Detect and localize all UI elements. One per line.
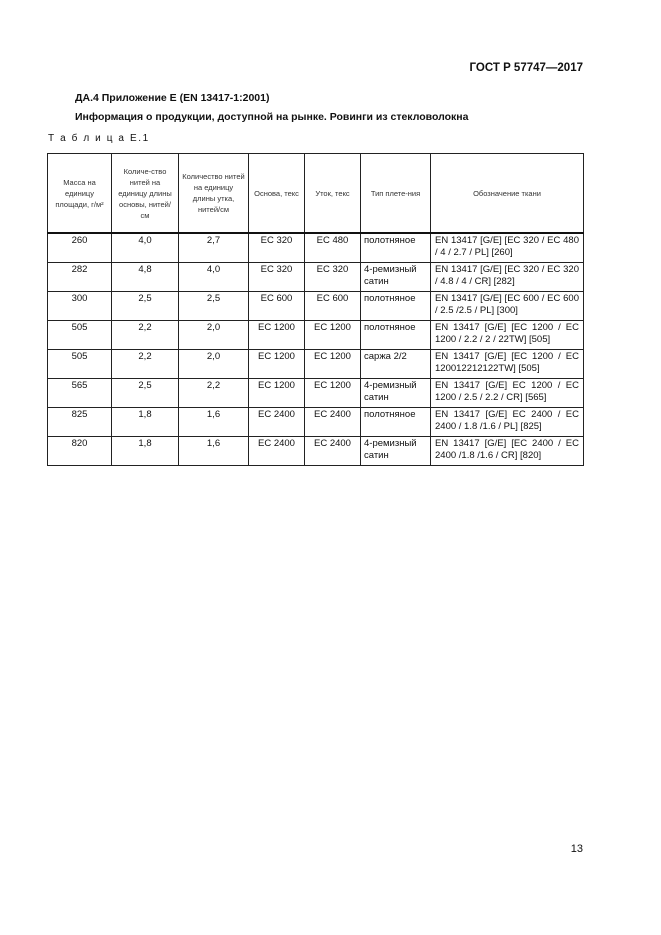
table-row bbox=[48, 292, 584, 321]
cell-warp-tex: EC 320 bbox=[249, 263, 305, 292]
cell-mass: 300 bbox=[48, 292, 112, 321]
table-row bbox=[48, 350, 584, 379]
cell-weft-count: 2,0 bbox=[179, 350, 249, 379]
cell-warp-count: 2,5 bbox=[112, 379, 179, 408]
cell-fabric-designation: EN 13417 [G/E] [EC 2400 / EC 2400 /1.8 /1.6 / CR] [820] bbox=[431, 437, 584, 466]
section-title: Информация о продукции, доступной на рынке. Ровинги из стекловолокна bbox=[75, 111, 469, 123]
table-row bbox=[48, 233, 584, 263]
cell-mass: 260 bbox=[48, 233, 112, 263]
cell-weave-type: полотняное bbox=[361, 321, 431, 350]
cell-weft-count: 2,7 bbox=[179, 233, 249, 263]
cell-weave-type: 4-ремизный сатин bbox=[361, 379, 431, 408]
table-row bbox=[48, 263, 584, 292]
cell-fabric-designation: EN 13417 [G/E] EC 1200 / EC 1200 / 2.5 / 2.2 / CR] [565] bbox=[431, 379, 584, 408]
table-row bbox=[48, 408, 584, 437]
cell-warp-tex: EC 320 bbox=[249, 233, 305, 263]
cell-mass: 825 bbox=[48, 408, 112, 437]
header-weave-type: Тип плете-ния bbox=[361, 154, 431, 234]
cell-warp-tex: EC 2400 bbox=[249, 408, 305, 437]
cell-warp-tex: EC 1200 bbox=[249, 350, 305, 379]
cell-weft-tex: EC 2400 bbox=[305, 437, 361, 466]
cell-weft-tex: EC 480 bbox=[305, 233, 361, 263]
cell-warp-count: 2,2 bbox=[112, 321, 179, 350]
header-warp-count: Количе-ство нитей на единицу длины основы, нитей/см bbox=[112, 154, 179, 234]
header-mass: Масса на единицу площади, г/м² bbox=[48, 154, 112, 234]
cell-fabric-designation: EN 13417 [G/E] [EC 600 / EC 600 / 2.5 /2.5 / PL] [300] bbox=[431, 292, 584, 321]
cell-fabric-designation: EN 13417 [G/E] [EC 320 / EC 320 / 4.8 / 4 / CR] [282] bbox=[431, 263, 584, 292]
table-header-row bbox=[48, 154, 584, 234]
cell-mass: 505 bbox=[48, 350, 112, 379]
header-weft-tex: Уток, текс bbox=[305, 154, 361, 234]
cell-warp-tex: EC 1200 bbox=[249, 379, 305, 408]
cell-warp-count: 2,2 bbox=[112, 350, 179, 379]
cell-weft-count: 2,0 bbox=[179, 321, 249, 350]
cell-warp-count: 1,8 bbox=[112, 437, 179, 466]
header-weft-count: Количество нитей на единицу длины утка, нитей/см bbox=[179, 154, 249, 234]
cell-weave-type: полотняное bbox=[361, 408, 431, 437]
cell-weft-tex: EC 320 bbox=[305, 263, 361, 292]
cell-weft-count: 4,0 bbox=[179, 263, 249, 292]
cell-weave-type: 4-ремизный сатин bbox=[361, 263, 431, 292]
table-row bbox=[48, 437, 584, 466]
cell-weft-count: 2,5 bbox=[179, 292, 249, 321]
cell-weft-count: 2,2 bbox=[179, 379, 249, 408]
section-heading: ДА.4 Приложение Е (EN 13417-1:2001) bbox=[75, 92, 270, 104]
cell-warp-count: 4,0 bbox=[112, 233, 179, 263]
cell-weave-type: 4-ремизный сатин bbox=[361, 437, 431, 466]
cell-weft-count: 1,6 bbox=[179, 408, 249, 437]
cell-mass: 565 bbox=[48, 379, 112, 408]
cell-warp-count: 2,5 bbox=[112, 292, 179, 321]
header-fabric-designation: Обозначение ткани bbox=[431, 154, 584, 234]
cell-weave-type: саржа 2/2 bbox=[361, 350, 431, 379]
cell-mass: 820 bbox=[48, 437, 112, 466]
cell-weft-tex: EC 2400 bbox=[305, 408, 361, 437]
document-code: ГОСТ Р 57747—2017 bbox=[469, 62, 583, 74]
data-table bbox=[47, 153, 584, 466]
cell-warp-tex: EC 1200 bbox=[249, 321, 305, 350]
cell-mass: 505 bbox=[48, 321, 112, 350]
table-row bbox=[48, 379, 584, 408]
table-label: Т а б л и ц а Е.1 bbox=[48, 133, 150, 144]
cell-warp-tex: EC 600 bbox=[249, 292, 305, 321]
cell-weave-type: полотняное bbox=[361, 233, 431, 263]
cell-fabric-designation: EN 13417 [G/E] [EC 1200 / EC 1200 / 2.2 / 2 / 22TW] [505] bbox=[431, 321, 584, 350]
cell-warp-tex: EC 2400 bbox=[249, 437, 305, 466]
cell-fabric-designation: EN 13417 [G/E] [EC 320 / EC 480 / 4 / 2.7 / PL] [260] bbox=[431, 233, 584, 263]
cell-weft-tex: EC 600 bbox=[305, 292, 361, 321]
cell-weft-tex: EC 1200 bbox=[305, 321, 361, 350]
cell-weft-tex: EC 1200 bbox=[305, 379, 361, 408]
cell-weave-type: полотняное bbox=[361, 292, 431, 321]
cell-weft-count: 1,6 bbox=[179, 437, 249, 466]
cell-weft-tex: EC 1200 bbox=[305, 350, 361, 379]
page-number: 13 bbox=[570, 843, 583, 855]
header-warp-tex: Основа, текс bbox=[249, 154, 305, 234]
cell-mass: 282 bbox=[48, 263, 112, 292]
cell-fabric-designation: EN 13417 [G/E] [EC 1200 / EC 120012212122TW] [505] bbox=[431, 350, 584, 379]
cell-warp-count: 4,8 bbox=[112, 263, 179, 292]
cell-fabric-designation: EN 13417 [G/E] EC 2400 / EC 2400 / 1.8 /1.6 / PL] [825] bbox=[431, 408, 584, 437]
cell-warp-count: 1,8 bbox=[112, 408, 179, 437]
table-row bbox=[48, 321, 584, 350]
